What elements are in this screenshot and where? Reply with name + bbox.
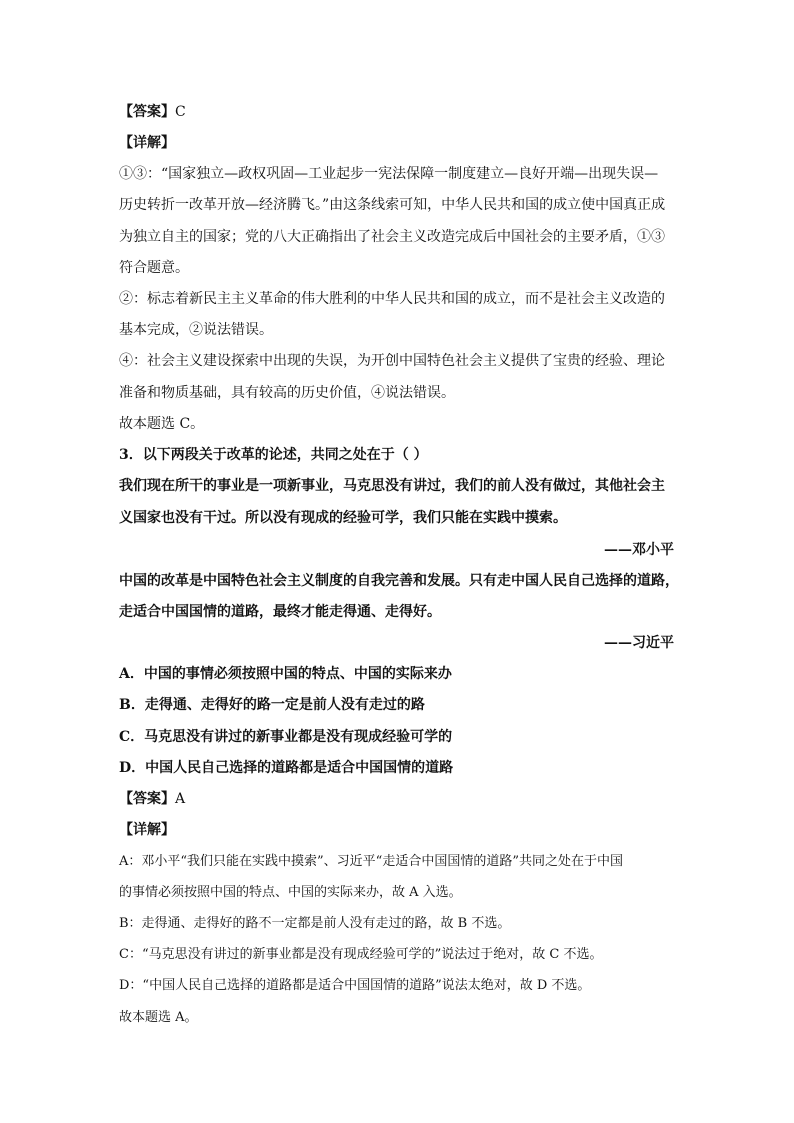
option-d: D．中国人民自己选择的道路都是适合中国国情的道路: [119, 760, 454, 776]
q3-answer-line: [119, 789, 679, 809]
option-b: B．走得通、走得好的路一定是前人没有走过的路: [119, 697, 425, 713]
q2-detail-line: 基本完成，②说法错误。: [119, 322, 273, 338]
q3-stem: 3．以下两段关于改革的论述，共同之处在于（ ）: [119, 447, 428, 463]
q2-detail-line: 为独立自主的国家；党的八大正确指出了社会主义改造完成后中国社会的主要矛盾，①③: [119, 229, 665, 245]
q3-detail-line: 的事情必须按照中国的特点、中国的实际来办，故 A 入选。: [119, 885, 462, 900]
q2-detail-line: ④：社会主义建设探索中出现的失误，为开创中国特色社会主义提供了宝贵的经验、理论: [119, 353, 665, 369]
option-c: C．马克思没有讲过的新事业都是没有现成经验可学的: [119, 729, 453, 745]
q2-detail-line: ②：标志着新民主主义革命的伟大胜利的中华人民共和国的成立，而不是社会主义改造的: [119, 291, 665, 307]
q3-conclusion: 故本题选 A。: [119, 1010, 198, 1025]
q2-detail-line: ①③：“国家独立—政权巩固—工业起步一宪法保障一制度建立—良好开端—出现失误—: [119, 166, 659, 182]
quote-line: 中国的改革是中国特色社会主义制度的自我完善和发展。只有走中国人民自己选择的道路，: [119, 573, 679, 589]
answer-value: A: [175, 791, 186, 807]
quote-line: 义国家也没有干过。所以没有现成的经验可学，我们只能在实践中摸索。: [119, 510, 567, 526]
q3-detail-line: B：走得通、走得好的路不一定都是前人没有走过的路，故 B 不选。: [119, 916, 511, 931]
quote-line: 走适合中国国情的道路，最终才能走得通、走得好。: [119, 604, 441, 620]
q2-detail-line: 准备和物质基础，具有较高的历史价值，④说法错误。: [119, 385, 455, 401]
answer-value: C: [175, 104, 186, 120]
q2-conclusion: 故本题选 C。: [119, 416, 205, 432]
answer-label: 【答案】: [119, 104, 175, 120]
q2-detail-line: 符合题意。: [119, 260, 189, 276]
quote-line: 我们现在所干的事业是一项新事业，马克思没有讲过，我们的前人没有做过，其他社会主: [119, 478, 665, 494]
option-a: A．中国的事情必须按照中国的特点、中国的实际来办: [119, 666, 452, 682]
quote-source: ——邓小平: [604, 542, 674, 558]
q3-detail-line: A：邓小平“我们只能在实践中摸索”、习近平“走适合中国国情的道路”共同之处在于中国: [119, 854, 623, 869]
q2-detail-line: 历史转折一改革开放—经济腾飞。”由这条线索可知，中华人民共和国的成立使中国真正成: [119, 197, 666, 213]
q3-detail-line: D：“中国人民自己选择的道路都是适合中国国情的道路”说法太绝对，故 D 不选。: [119, 978, 591, 993]
answer-label: 【答案】: [119, 791, 175, 807]
q3-detail-line: C：“马克思没有讲过的新事业都是没有现成经验可学的”说法过于绝对，故 C 不选。: [119, 947, 603, 962]
q2-answer-line: [119, 102, 679, 122]
q2-detail-label: 【详解】: [119, 135, 175, 151]
quote-source: ——习近平: [604, 635, 674, 651]
q3-detail-label: 【详解】: [119, 822, 175, 838]
